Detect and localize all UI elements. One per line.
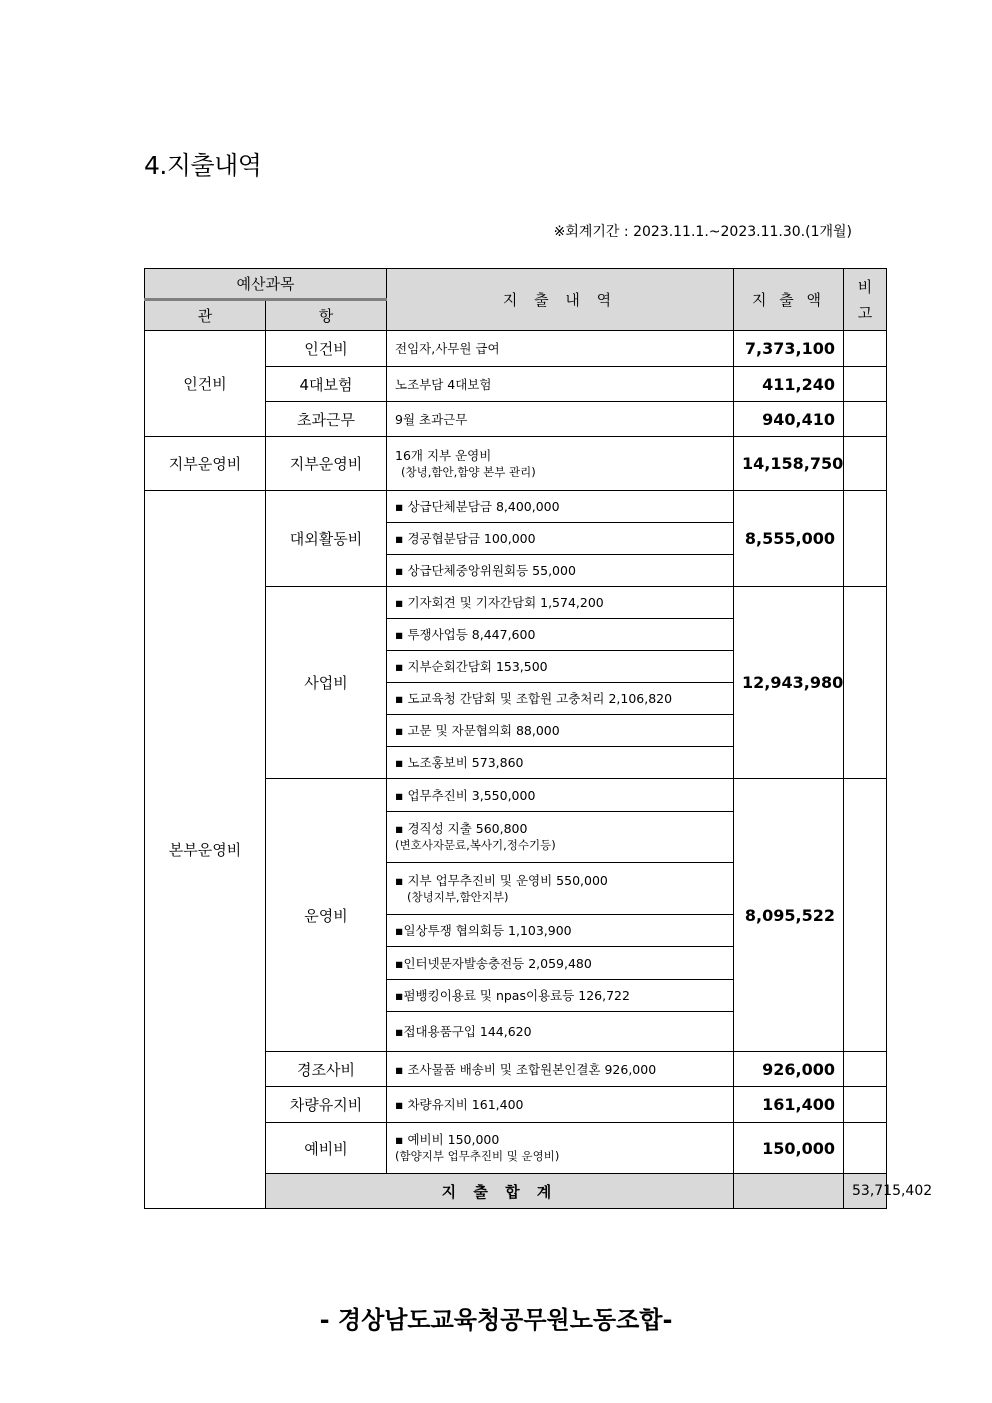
organization-footer: - 경상남도교육청공무원노동조합- [319, 1306, 673, 1334]
detail-cell [387, 437, 734, 491]
gwan-cell: 인건비 [145, 331, 266, 437]
gwan-cell: 지부운영비 [145, 437, 266, 491]
detail-cell: ▪ 조사물품 배송비 및 조합원본인결혼 926,000 [387, 1052, 734, 1087]
detail-cell: ▪접대용품구입 144,620 [387, 1012, 734, 1052]
detail-line: ▪ 예비비 150,000 [395, 1132, 500, 1147]
detail-line: ▪ 지부 업무추진비 및 운영비 550,000 [395, 872, 608, 888]
hang-cell: 초과근무 [266, 402, 387, 437]
remarks-cell [844, 491, 887, 587]
detail-cell: ▪ 기자회견 및 기자간담회 1,574,200 [387, 587, 734, 619]
header-remarks-line1: 비 [857, 277, 873, 296]
detail-cell: ▪ 투쟁사업등 8,447,600 [387, 619, 734, 651]
remarks-cell [844, 1087, 887, 1123]
expenditure-table [144, 268, 933, 1209]
hang-cell: 인건비 [266, 331, 387, 367]
amount-cell: 12,943,980 [734, 587, 844, 779]
detail-cell: ▪ 경공협분담금 100,000 [387, 523, 734, 555]
detail-cell: ▪ 업무추진비 3,550,000 [387, 779, 734, 812]
amount-cell: 161,400 [734, 1087, 844, 1123]
detail-cell: ▪펌뱅킹이용료 및 npas이용료등 126,722 [387, 980, 734, 1012]
remarks-cell [844, 331, 887, 367]
remarks-cell [844, 1123, 887, 1174]
header-amount: 지 출 액 [734, 269, 844, 331]
amount-cell: 7,373,100 [734, 331, 844, 367]
amount-cell: 8,095,522 [734, 779, 844, 1052]
header-remarks [844, 269, 887, 331]
remarks-cell [844, 1052, 887, 1087]
header-budget: 예산과목 [145, 269, 387, 300]
detail-cell: ▪ 차량유지비 161,400 [387, 1087, 734, 1123]
header-hang: 항 [266, 300, 387, 331]
amount-cell: 14,158,750 [734, 437, 844, 491]
detail-cell: ▪일상투쟁 협의회등 1,103,900 [387, 915, 734, 947]
detail-subline: (창녕,함안,함양 본부 관리) [401, 464, 536, 479]
hang-cell: 대외활동비 [266, 491, 387, 587]
detail-cell: ▪인터넷문자발송충전등 2,059,480 [387, 947, 734, 980]
detail-line: 16개 지부 운영비 [395, 447, 492, 463]
hang-cell: 사업비 [266, 587, 387, 779]
detail-cell: ▪ 상급단체중앙위원회등 55,000 [387, 555, 734, 587]
page-title: 4.지출내역 [144, 151, 262, 180]
header-row [145, 269, 887, 300]
amount-cell: 8,555,000 [734, 491, 844, 587]
header-details: 지 출 내 역 [387, 269, 734, 331]
expenditure-table-wrapper [144, 268, 933, 1209]
total-amount: 53,715,402 [844, 1174, 887, 1209]
hang-cell: 지부운영비 [266, 437, 387, 491]
amount-cell: 150,000 [734, 1123, 844, 1174]
detail-subline: (변호사자문료,복사기,정수기등) [395, 838, 556, 852]
detail-cell: ▪ 노조홍보비 573,860 [387, 747, 734, 779]
detail-cell: ▪ 도교육청 간담회 및 조합원 고충처리 2,106,820 [387, 683, 734, 715]
accounting-period: ※회계기간 : 2023.11.1.~2023.11.30.(1개월) [553, 224, 852, 240]
detail-cell [387, 812, 734, 863]
detail-cell: ▪ 상급단체분담금 8,400,000 [387, 491, 734, 523]
detail-subline: (함양지부 업무추진비 및 운영비) [395, 1149, 560, 1163]
detail-cell: ▪ 고문 및 자문협의회 88,000 [387, 715, 734, 747]
header-gwan: 관 [145, 300, 266, 331]
amount-cell: 940,410 [734, 402, 844, 437]
amount-cell: 411,240 [734, 367, 844, 402]
hang-cell: 운영비 [266, 779, 387, 1052]
table-row [145, 437, 887, 491]
detail-cell [387, 863, 734, 915]
hang-cell: 4대보험 [266, 367, 387, 402]
gwan-cell: 본부운영비 [145, 491, 266, 1209]
detail-cell [387, 1123, 734, 1174]
detail-subline: (창녕지부,함안지부) [407, 889, 509, 904]
hang-cell: 차량유지비 [266, 1087, 387, 1123]
remarks-cell [844, 437, 887, 491]
header-remarks-line2: 고 [857, 303, 873, 322]
detail-cell: 9월 초과근무 [387, 402, 734, 437]
remarks-cell [844, 402, 887, 437]
detail-line: ▪ 경직성 지출 560,800 [395, 821, 528, 836]
amount-cell: 926,000 [734, 1052, 844, 1087]
remarks-cell [844, 367, 887, 402]
table-row [145, 491, 887, 523]
remarks-cell [844, 779, 887, 1052]
hang-cell: 예비비 [266, 1123, 387, 1174]
total-detail-cell [734, 1174, 844, 1209]
hang-cell: 경조사비 [266, 1052, 387, 1087]
total-label: 지 출 합 계 [266, 1174, 734, 1209]
detail-cell: 노조부담 4대보험 [387, 367, 734, 402]
detail-cell: 전임자,사무원 급여 [387, 331, 734, 367]
remarks-cell [844, 587, 887, 779]
detail-cell: ▪ 지부순회간담회 153,500 [387, 651, 734, 683]
table-row [145, 331, 887, 367]
